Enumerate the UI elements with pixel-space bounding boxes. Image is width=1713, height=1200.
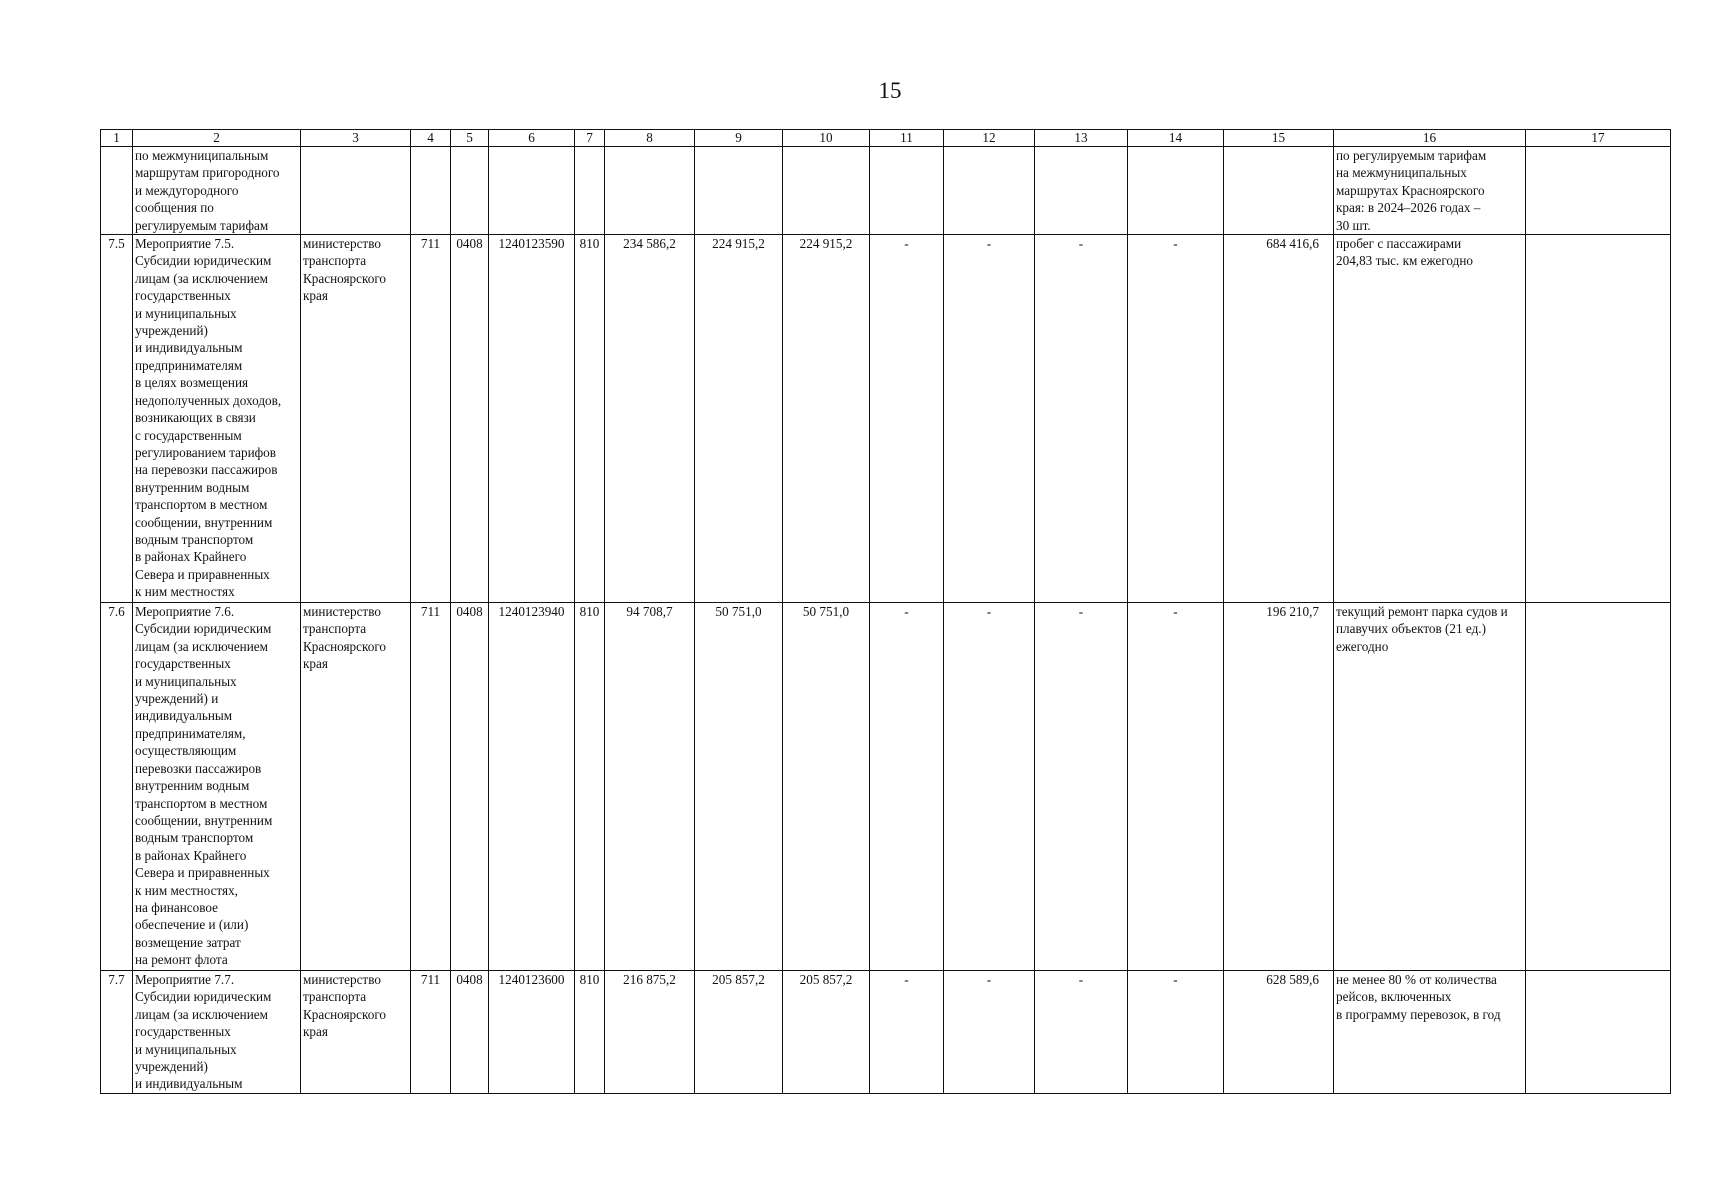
amount-2026: 50 751,0	[783, 603, 870, 971]
gr-bs-code	[411, 147, 451, 235]
measure-name-line: транспортом в местном	[135, 795, 268, 811]
amount-total: 684 416,6	[1224, 235, 1334, 603]
measure-name-line: учреждений)	[135, 323, 208, 339]
rz-pr-code	[451, 147, 489, 235]
amount-col-13: -	[1035, 971, 1128, 1094]
executor-line: Красноярского	[303, 270, 387, 286]
measure-name-line: в районах Крайнего	[135, 549, 247, 565]
column-number-13: 13	[1035, 130, 1128, 147]
amount-col-13	[1035, 147, 1128, 235]
column-17-cell	[1526, 971, 1671, 1094]
expected-result-line: не менее 80 % от количества	[1336, 972, 1497, 988]
measure-name-line: с государственным	[135, 427, 242, 443]
measure-name-line: Мероприятие 7.6.	[135, 604, 235, 620]
amount-col-14: -	[1128, 235, 1224, 603]
executor-line: края	[303, 656, 328, 672]
amount-col-14: -	[1128, 603, 1224, 971]
measure-name-line: маршрутам пригородного	[135, 165, 280, 181]
measure-name-line: к ним местностях,	[135, 882, 238, 898]
measure-name-line: регулированием тарифов	[135, 444, 277, 460]
measure-name-line: учреждений) и	[135, 691, 219, 707]
measure-name-line: и муниципальных	[135, 305, 237, 321]
measure-name	[133, 603, 301, 971]
table-row	[101, 603, 1671, 971]
column-number-9: 9	[695, 130, 783, 147]
measure-name-line: в районах Крайнего	[135, 847, 247, 863]
measure-name-line: и индивидуальным	[135, 340, 243, 356]
measure-name-line: по межмуниципальным	[135, 148, 269, 163]
measure-name-line: лицам (за исключением	[135, 1006, 268, 1022]
measure-name-line: лицам (за исключением	[135, 638, 268, 654]
measure-name-line: осуществляющим	[135, 743, 237, 759]
expected-result-line: 204,83 тыс. км ежегодно	[1336, 253, 1473, 269]
column-17-cell	[1526, 147, 1671, 235]
measure-name-line: и междугородного	[135, 182, 239, 198]
measure-name-line: сообщении, внутренним	[135, 514, 273, 530]
rz-pr-code: 0408	[451, 603, 489, 971]
executor	[301, 147, 411, 235]
amount-col-14: -	[1128, 971, 1224, 1094]
expected-result-line: по регулируемым тарифам	[1336, 148, 1487, 163]
column-number-8: 8	[605, 130, 695, 147]
executor-line: Красноярского	[303, 638, 387, 654]
measure-name-line: обеспечение и (или)	[135, 917, 249, 933]
table-row	[101, 147, 1671, 235]
amount-col-11: -	[870, 603, 944, 971]
executor-line: транспорта	[303, 253, 367, 269]
amount-2025	[695, 147, 783, 235]
amount-col-12	[944, 147, 1035, 235]
measure-name-line: учреждений)	[135, 1059, 208, 1075]
measure-name-line: государственных	[135, 656, 231, 672]
measure-name-line: Севера и приравненных	[135, 566, 270, 582]
amount-col-12: -	[944, 235, 1035, 603]
budget-table	[100, 129, 1671, 1094]
measure-name	[133, 147, 301, 235]
vr-code	[575, 147, 605, 235]
expected-result	[1334, 235, 1526, 603]
measure-name-line: государственных	[135, 1024, 231, 1040]
column-number-7: 7	[575, 130, 605, 147]
table-row	[101, 235, 1671, 603]
amount-total	[1224, 147, 1334, 235]
gr-bs-code: 711	[411, 235, 451, 603]
rz-pr-code: 0408	[451, 235, 489, 603]
item-number: 7.5	[101, 235, 133, 603]
executor	[301, 235, 411, 603]
amount-col-11: -	[870, 235, 944, 603]
item-number: 7.6	[101, 603, 133, 971]
expected-result-line: плавучих объектов (21 ед.)	[1336, 621, 1486, 637]
measure-name-line: сообщения по	[135, 200, 214, 216]
vr-code: 810	[575, 603, 605, 971]
table-row	[101, 971, 1671, 1094]
expected-result-line: 30 шт.	[1336, 217, 1371, 233]
measure-name-line: Субсидии юридическим	[135, 621, 272, 637]
page-number: 15	[878, 78, 902, 103]
measure-name-line: регулируемым тарифам	[135, 217, 269, 233]
csr-code: 1240123600	[489, 971, 575, 1094]
measure-name-line: водным транспортом	[135, 830, 254, 846]
measure-name-line: недополученных доходов,	[135, 392, 282, 408]
column-number-3: 3	[301, 130, 411, 147]
amount-col-14	[1128, 147, 1224, 235]
measure-name-line: на перевозки пассажиров	[135, 462, 278, 478]
measure-name-line: возникающих в связи	[135, 410, 256, 426]
column-number-15: 15	[1224, 130, 1334, 147]
expected-result-line: маршрутах Красноярского	[1336, 182, 1485, 198]
amount-col-13: -	[1035, 235, 1128, 603]
item-number	[101, 147, 133, 235]
csr-code	[489, 147, 575, 235]
executor-line: министерство	[303, 972, 381, 988]
amount-2025: 50 751,0	[695, 603, 783, 971]
rz-pr-code: 0408	[451, 971, 489, 1094]
measure-name-line: и индивидуальным	[135, 1076, 243, 1092]
item-number: 7.7	[101, 971, 133, 1094]
table-body	[101, 130, 1671, 1094]
executor-line: Красноярского	[303, 1006, 387, 1022]
measure-name-line: и муниципальных	[135, 1041, 237, 1057]
measure-name-line: к ним местностях	[135, 584, 235, 600]
measure-name-line: возмещение затрат	[135, 934, 241, 950]
measure-name-line: и муниципальных	[135, 673, 237, 689]
expected-result	[1334, 603, 1526, 971]
measure-name	[133, 971, 301, 1094]
executor-line: министерство	[303, 604, 381, 620]
column-number-11: 11	[870, 130, 944, 147]
expected-result	[1334, 971, 1526, 1094]
executor	[301, 971, 411, 1094]
measure-name	[133, 235, 301, 603]
column-number-1: 1	[101, 130, 133, 147]
expected-result-line: пробег с пассажирами	[1336, 236, 1462, 252]
column-number-10: 10	[783, 130, 870, 147]
executor	[301, 603, 411, 971]
expected-result-line: ежегодно	[1336, 638, 1389, 654]
amount-total: 196 210,7	[1224, 603, 1334, 971]
gr-bs-code: 711	[411, 971, 451, 1094]
expected-result-line: рейсов, включенных	[1336, 989, 1452, 1005]
executor-line: транспорта	[303, 621, 367, 637]
column-number-row	[101, 130, 1671, 147]
measure-name-line: сообщении, внутренним	[135, 812, 273, 828]
amount-2024: 94 708,7	[605, 603, 695, 971]
measure-name-line: перевозки пассажиров	[135, 760, 262, 776]
amount-2026	[783, 147, 870, 235]
column-number-14: 14	[1128, 130, 1224, 147]
amount-col-12: -	[944, 971, 1035, 1094]
amount-total: 628 589,6	[1224, 971, 1334, 1094]
measure-name-line: водным транспортом	[135, 531, 254, 547]
amount-2024: 216 875,2	[605, 971, 695, 1094]
column-number-4: 4	[411, 130, 451, 147]
measure-name-line: Севера и приравненных	[135, 865, 270, 881]
column-number-2: 2	[133, 130, 301, 147]
measure-name-line: Субсидии юридическим	[135, 253, 272, 269]
executor-line: края	[303, 1024, 328, 1040]
column-number-16: 16	[1334, 130, 1526, 147]
column-number-5: 5	[451, 130, 489, 147]
expected-result-line: в программу перевозок, в год	[1336, 1006, 1501, 1022]
vr-code: 810	[575, 971, 605, 1094]
expected-result-line: края: в 2024–2026 годах –	[1336, 200, 1481, 216]
csr-code: 1240123590	[489, 235, 575, 603]
expected-result-line: на межмуниципальных	[1336, 165, 1467, 181]
measure-name-line: транспортом в местном	[135, 497, 268, 513]
amount-2024: 234 586,2	[605, 235, 695, 603]
column-17-cell	[1526, 235, 1671, 603]
measure-name-line: предпринимателям	[135, 357, 243, 373]
executor-line: края	[303, 288, 328, 304]
measure-name-line: Субсидии юридическим	[135, 989, 272, 1005]
column-number-6: 6	[489, 130, 575, 147]
measure-name-line: в целях возмещения	[135, 375, 249, 391]
executor-line: транспорта	[303, 989, 367, 1005]
measure-name-line: лицам (за исключением	[135, 270, 268, 286]
measure-name-line: внутренним водным	[135, 778, 250, 794]
vr-code: 810	[575, 235, 605, 603]
column-number-17: 17	[1526, 130, 1671, 147]
executor-line: министерство	[303, 236, 381, 252]
amount-2025: 224 915,2	[695, 235, 783, 603]
measure-name-line: внутренним водным	[135, 479, 250, 495]
measure-name-line: Мероприятие 7.5.	[135, 236, 235, 252]
amount-2025: 205 857,2	[695, 971, 783, 1094]
amount-col-11	[870, 147, 944, 235]
measure-name-line: государственных	[135, 288, 231, 304]
measure-name-line: индивидуальным	[135, 708, 233, 724]
measure-name-line: на финансовое	[135, 899, 218, 915]
measure-name-line: на ремонт флота	[135, 952, 228, 968]
expected-result-line: текущий ремонт парка судов и	[1336, 604, 1508, 620]
column-17-cell	[1526, 603, 1671, 971]
amount-col-13: -	[1035, 603, 1128, 971]
amount-2026: 205 857,2	[783, 971, 870, 1094]
amount-col-12: -	[944, 603, 1035, 971]
measure-name-line: Мероприятие 7.7.	[135, 972, 235, 988]
amount-col-11: -	[870, 971, 944, 1094]
amount-2026: 224 915,2	[783, 235, 870, 603]
amount-2024	[605, 147, 695, 235]
gr-bs-code: 711	[411, 603, 451, 971]
column-number-12: 12	[944, 130, 1035, 147]
csr-code: 1240123940	[489, 603, 575, 971]
measure-name-line: предпринимателям,	[135, 725, 246, 741]
expected-result	[1334, 147, 1526, 235]
